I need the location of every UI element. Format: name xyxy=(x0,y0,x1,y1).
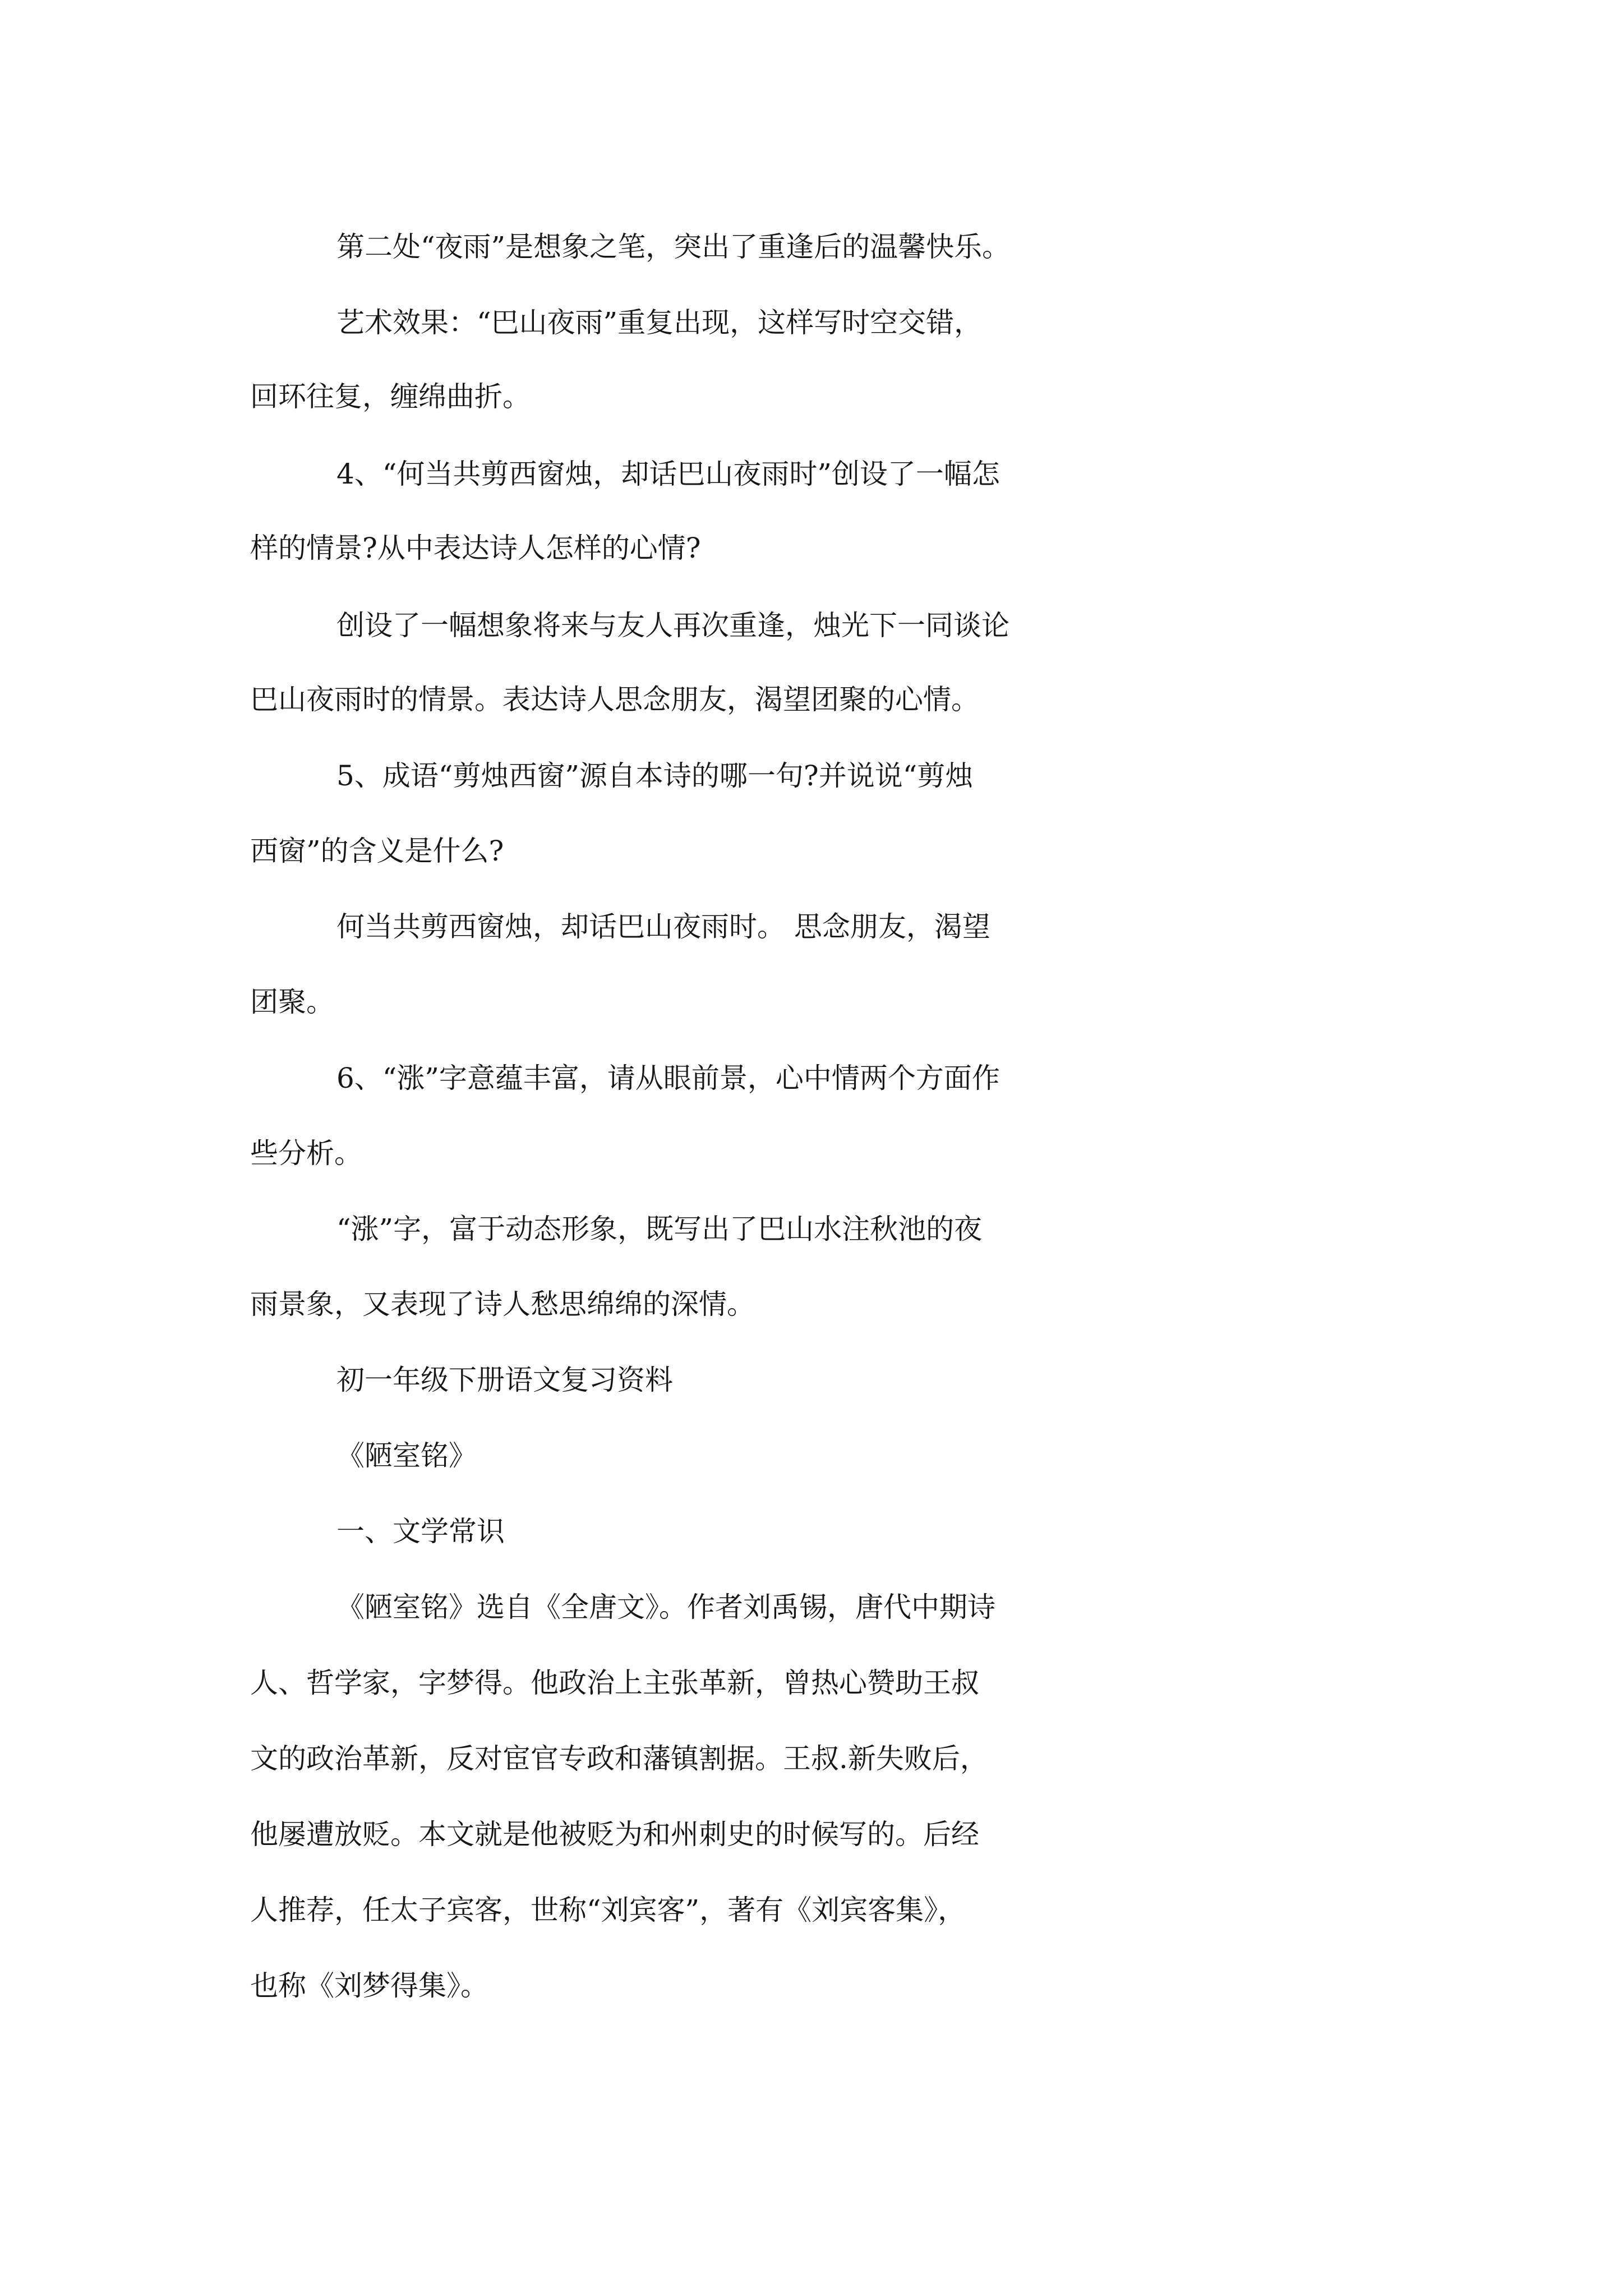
text-line: 第二处“夜雨”是想象之笔，突出了重逢后的温馨快乐。 xyxy=(336,231,1011,263)
text-line: 雨景象，又表现了诗人愁思绵绵的深情。 xyxy=(250,1288,755,1320)
text-line: 团聚。 xyxy=(250,986,334,1018)
text-line: 巴山夜雨时的情景。表达诗人思念朋友，渴望团聚的心情。 xyxy=(250,683,979,716)
text-line: 也称《刘梦得集》。 xyxy=(250,1970,488,2002)
text-line: “涨”字，富于动态形象，既写出了巴山水注秋池的夜 xyxy=(336,1213,983,1245)
text-line: 人、哲学家，字梦得。他政治上主张革新，曾热心赞助王叔 xyxy=(250,1667,979,1699)
text-line: 些分析。 xyxy=(250,1137,362,1170)
text-line: 《陋室铭》 xyxy=(336,1439,477,1472)
text-line: 样的情景?从中表达诗人怎样的心情? xyxy=(250,532,701,564)
text-line: 4、“何当共剪西窗烛，却话巴山夜雨时”创设了一幅怎 xyxy=(336,458,1000,490)
text-line: 创设了一幅想象将来与友人再次重逢，烛光下一同谈论 xyxy=(336,609,1009,642)
text-line: 人推荐，任太子宾客，世称“刘宾客”，著有《刘宾客集》， xyxy=(250,1894,966,1926)
text-line: 回环往复，缠绵曲折。 xyxy=(250,380,531,413)
text-line: 初一年级下册语文复习资料 xyxy=(336,1364,673,1396)
text-line: 艺术效果：“巴山夜雨”重复出现，这样写时空交错， xyxy=(336,306,983,339)
text-line: 何当共剪西窗烛，却话巴山夜雨时。 思念朋友，渴望 xyxy=(336,910,990,943)
text-line: 文的政治革新，反对宦官专政和藩镇割据。王叔.新失败后， xyxy=(250,1742,988,1775)
text-line: 6、“涨”字意蕴丰富，请从眼前景，心中情两个方面作 xyxy=(336,1062,1000,1094)
text-line: 《陋室铭》选自《全唐文》。作者刘禹锡，唐代中期诗 xyxy=(336,1591,995,1623)
text-line: 西窗”的含义是什么? xyxy=(250,835,504,867)
text-line: 5、成语“剪烛西窗”源自本诗的哪一句?并说说“剪烛 xyxy=(336,760,974,792)
text-line: 一、文学常识 xyxy=(336,1515,505,1548)
text-line: 他屡遭放贬。本文就是他被贬为和州刺史的时候写的。后经 xyxy=(250,1818,979,1851)
